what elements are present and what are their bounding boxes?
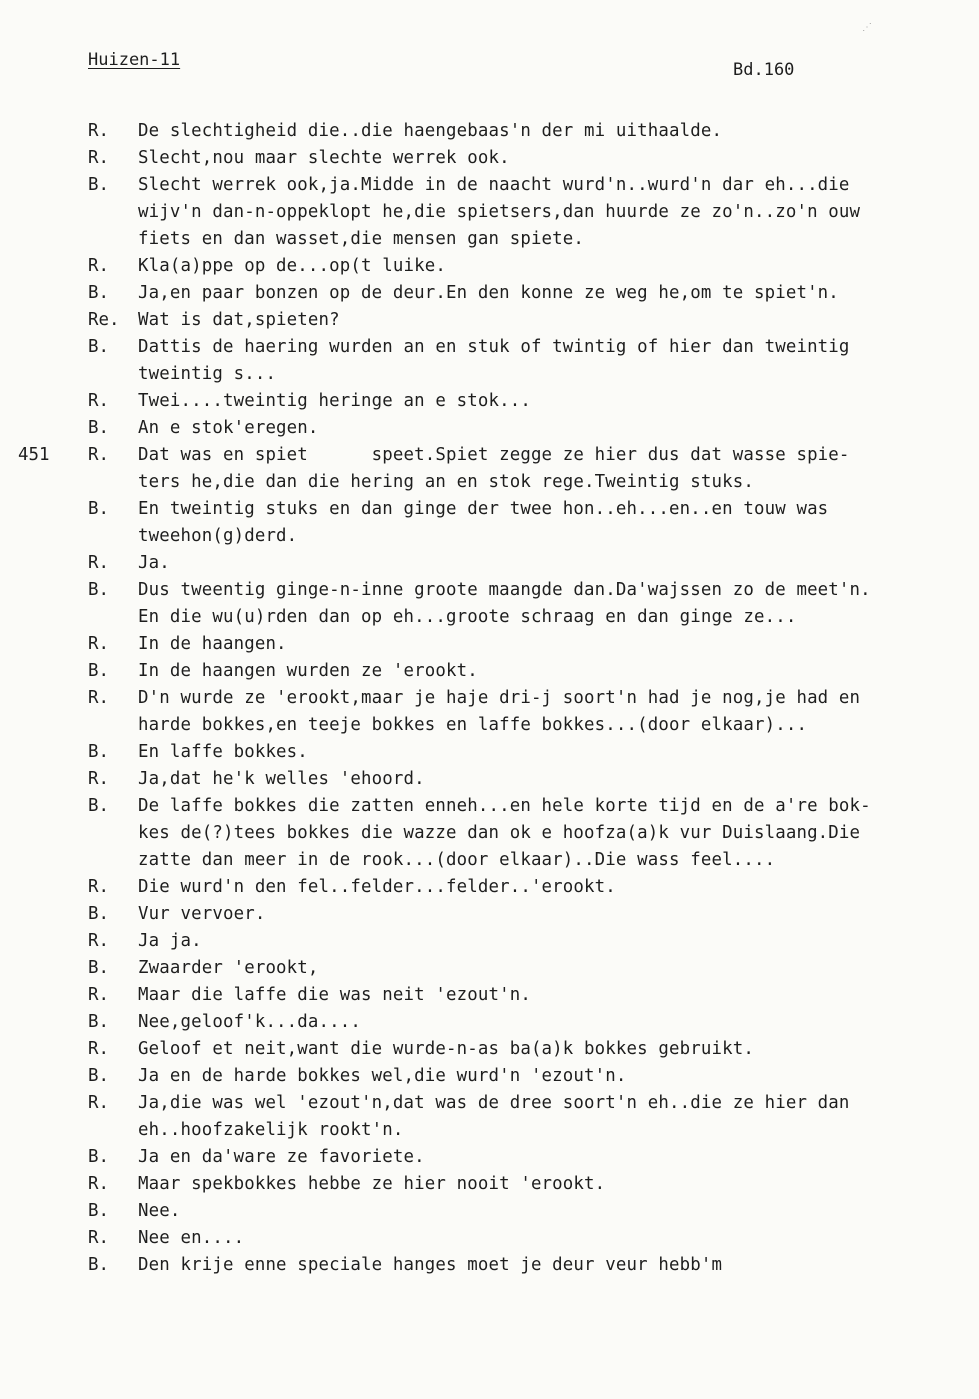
transcript-turn [0,577,979,631]
transcript-turn [0,334,979,388]
transcript-turn [0,982,979,1009]
transcript-turn [0,658,979,685]
margin-line-number: 451 [18,445,50,465]
transcript-turn [0,793,979,874]
utterance-line: Die wurd'n den fel..felder...felder..'erookt. [138,877,616,897]
transcript-turn [0,1036,979,1063]
utterance-line: De slechtigheid die..die haengebaas'n der mi uithaalde. [138,121,723,141]
utterance-line: Ja ja. [138,931,202,951]
utterance-line: Ja en da'ware ze favoriete. [138,1147,425,1167]
utterance-line: An e stok'eregen. [138,418,319,438]
utterance-line: zatte dan meer in de rook...(door elkaar)..Die wass feel.... [138,850,776,870]
transcript-turn [0,307,979,334]
utterance-line: Ja,en paar bonzen op de deur.En den konne ze weg he,om te spiet'n. [138,283,839,303]
utterance-line: Dat was en spiet speet.Spiet zegge ze hier dus dat wasse spie- [138,445,850,465]
utterance-line: wijv'n dan-n-oppeklopt he,die spietsers,dan huurde ze zo'n..zo'n ouw [138,202,861,222]
speaker-label: R. [88,391,109,411]
transcript-turn [0,253,979,280]
transcript-turn [0,280,979,307]
transcript-turn [0,901,979,928]
utterance-line: Nee en.... [138,1228,245,1248]
utterance-line: Maar die laffe die was neit 'ezout'n. [138,985,531,1005]
speaker-label: B. [88,1201,109,1221]
speaker-label: Re. [88,310,120,330]
speaker-label: B. [88,580,109,600]
utterance-line: Nee,geloof'k...da.... [138,1012,362,1032]
utterance-line: Den krije enne speciale hanges moet je deur veur hebb'm [138,1255,723,1275]
transcript-turn [0,1009,979,1036]
utterance-line: Zwaarder 'erookt, [138,958,319,978]
utterance-line: Nee. [138,1201,181,1221]
speaker-label: B. [88,958,109,978]
transcript-turn [0,1252,979,1279]
transcript-turn [0,388,979,415]
speaker-label: B. [88,175,109,195]
transcript-turn [0,442,979,496]
speaker-label: R. [88,1093,109,1113]
speaker-label: R. [88,148,109,168]
utterance-line: tweintig s... [138,364,277,384]
document-title: Huizen-11 [88,50,181,70]
utterance-line: Wat is dat,spieten? [138,310,340,330]
speaker-label: R. [88,121,109,141]
utterance-line: kes de(?)tees bokkes die wazze dan ok e hoofza(a)k vur Duislaang.Die [138,823,861,843]
utterance-line: Ja en de harde bokkes wel,die wurd'n 'ezout'n. [138,1066,627,1086]
utterance-line: Dattis de haering wurden an en stuk of twintig of hier dan tweintig [138,337,850,357]
utterance-line: Kla(a)ppe op de...op(t luike. [138,256,446,276]
utterance-line: fiets en dan wasset,die mensen gan spiete. [138,229,585,249]
transcript-turn [0,550,979,577]
utterance-line: Vur vervoer. [138,904,266,924]
utterance-line: En tweintig stuks en dan ginge der twee hon..eh...en..en touw was [138,499,829,519]
transcript-turn [0,874,979,901]
speaker-label: R. [88,1174,109,1194]
speaker-label: B. [88,283,109,303]
transcript-turn [0,1198,979,1225]
transcript-turn [0,172,979,253]
utterance-line: Twei....tweintig heringe an e stok... [138,391,531,411]
utterance-line: Maar spekbokkes hebbe ze hier nooit 'erookt. [138,1174,606,1194]
page-reference: Bd.160 [733,60,795,80]
speaker-label: R. [88,931,109,951]
speaker-label: R. [88,1228,109,1248]
speaker-label: R. [88,877,109,897]
utterance-line: Ja. [138,553,170,573]
utterance-line: D'n wurde ze 'erookt,maar je haje dri-j soort'n had je nog,je had en [138,688,861,708]
transcript-turn [0,496,979,550]
utterance-line: harde bokkes,en teeje bokkes en laffe bokkes...(door elkaar)... [138,715,808,735]
transcript-turn [0,415,979,442]
utterance-line: De laffe bokkes die zatten enneh...en hele korte tijd en de a're bok- [138,796,871,816]
speaker-label: R. [88,1039,109,1059]
utterance-line: Slecht werrek ook,ja.Midde in de naacht wurd'n..wurd'n dar eh...die [138,175,850,195]
utterance-line: En die wu(u)rden dan op eh...groote schraag en dan ginge ze... [138,607,797,627]
speaker-label: B. [88,661,109,681]
utterance-line: Geloof et neit,want die wurde-n-as ba(a)k bokkes gebruikt. [138,1039,754,1059]
utterance-line: eh..hoofzakelijk rookt'n. [138,1120,404,1140]
speaker-label: R. [88,553,109,573]
speaker-label: B. [88,337,109,357]
speaker-label: B. [88,742,109,762]
speaker-label: B. [88,1012,109,1032]
speaker-label: R. [88,256,109,276]
utterance-line: Ja,dat he'k welles 'ehoord. [138,769,425,789]
utterance-line: In de haangen wurden ze 'erookt. [138,661,478,681]
transcript-turn [0,1063,979,1090]
speaker-label: B. [88,418,109,438]
speaker-label: R. [88,769,109,789]
speaker-label: B. [88,1147,109,1167]
utterance-line: Dus tweentig ginge-n-inne groote maangde dan.Da'wajssen zo de meet'n. [138,580,871,600]
speaker-label: B. [88,904,109,924]
transcript-turn [0,1090,979,1144]
transcript-turn [0,1171,979,1198]
utterance-line: ters he,die dan die hering an en stok rege.Tweintig stuks. [138,472,754,492]
transcript-turn [0,631,979,658]
transcript-turn [0,685,979,739]
transcript-turn [0,145,979,172]
speaker-label: R. [88,445,109,465]
transcript-turn [0,1225,979,1252]
utterance-line: In de haangen. [138,634,287,654]
speaker-label: B. [88,1255,109,1275]
speaker-label: R. [88,634,109,654]
transcript-turn [0,955,979,982]
scan-speck: ⋰ [862,22,872,33]
utterance-line: tweehon(g)derd. [138,526,298,546]
speaker-label: B. [88,499,109,519]
transcript-turn [0,739,979,766]
transcript [0,118,979,1279]
speaker-label: R. [88,985,109,1005]
speaker-label: B. [88,796,109,816]
utterance-line: En laffe bokkes. [138,742,308,762]
speaker-label: B. [88,1066,109,1086]
utterance-line: Ja,die was wel 'ezout'n,dat was de dree soort'n eh..die ze hier dan [138,1093,850,1113]
transcript-turn [0,1144,979,1171]
transcript-turn [0,766,979,793]
utterance-line: Slecht,nou maar slechte werrek ook. [138,148,510,168]
transcript-turn [0,928,979,955]
speaker-label: R. [88,688,109,708]
transcript-turn [0,118,979,145]
